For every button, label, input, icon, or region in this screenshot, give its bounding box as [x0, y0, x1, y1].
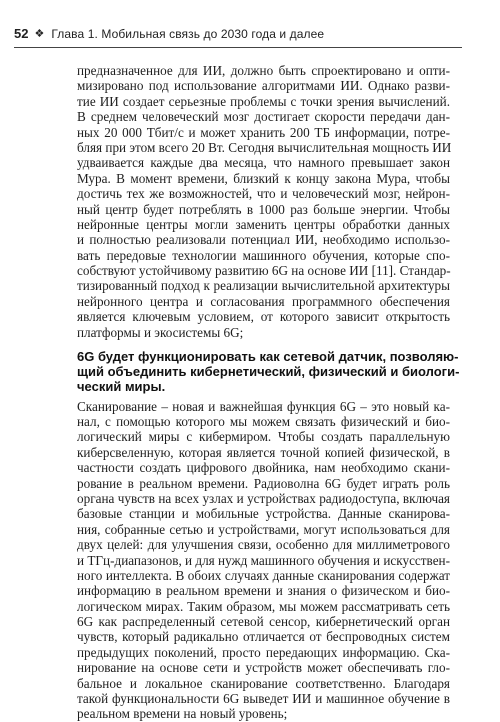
text-line: вать передовые технологии машинного обучения, которые спо- — [77, 247, 450, 263]
text-line: В среднем человеческий мозг достигает скорости передачи дан- — [77, 109, 450, 125]
text-line: базовые станции и мобильные устройства. Данные сканирова- — [77, 506, 450, 522]
text-line: такой функциональности 6G выведет ИИ и машинное обучение в — [77, 691, 450, 707]
text-line: ного интеллекта. В обоих случаях данные сканирования содержат — [77, 567, 450, 583]
text-line: предназначенное для ИИ, должно быть спроектировано и опти- — [77, 63, 450, 78]
text-line: тие ИИ создает серьезные проблемы с точки зрения вычислений. — [77, 93, 450, 109]
text-line: ных 20 000 Тбит/с и может хранить 200 ТБ информации, потре- — [77, 124, 450, 140]
text-line: логический миры с кибермиром. Чтобы создать параллельную — [77, 429, 450, 445]
text-line: предыдущих поколений, просто передающих информацию. Ска- — [77, 644, 450, 660]
page-body — [77, 63, 460, 722]
text-line: ный центр будет потреблять в 1000 раз больше энергии. Чтобы — [77, 201, 450, 217]
paragraph-ai-computing — [77, 63, 450, 340]
text-line: органа чувств на всех узлах и устройствах радиодоступа, включая — [77, 490, 450, 506]
text-line: логическом мирах. Таким образом, мы можем рассматривать сеть — [77, 598, 450, 614]
text-line: киберсвеленную, которая является точной копией физической, в — [77, 444, 450, 460]
heading-line: ческий миры. — [77, 379, 166, 395]
paragraph-sensing — [77, 399, 450, 722]
text-line: рование в реальном времени. Радиоволна 6G будет играть роль — [77, 475, 450, 491]
text-line: нал, с помощью которого мы можем связать физический и био- — [77, 413, 450, 429]
text-line: является ключевым условием, от которого зависит открытость — [77, 309, 450, 325]
ornament-icon: ❖ — [34, 28, 45, 40]
text-line: ния, собранные сетью и устройствами, могут использоваться для — [77, 521, 450, 537]
text-line: Сканирование – новая и важнейшая функция 6G – это новый ка- — [77, 398, 450, 414]
text-line: нейронные центры могли заменить центры обработки данных — [77, 216, 450, 232]
heading-line: щий объединить кибернетический, физический и биологи- — [77, 364, 460, 380]
text-line: собствуют устойчивому развитию 6G на основе ИИ [11]. Стандар- — [77, 263, 451, 279]
text-line: удваивается каждые два месяца, что намного превышает закон — [77, 155, 450, 171]
text-line: чувств, который радикально отличается от беспроводных систем — [77, 629, 450, 645]
page-number: 52 — [14, 26, 29, 41]
text-line: достичь тех же возможностей, что и человеческий мозг, нейрон- — [77, 186, 450, 202]
running-title: Глава 1. Мобильная связь до 2030 года и далее — [51, 27, 325, 41]
section-heading — [77, 349, 460, 395]
text-line: реальном времени на новый уровень; — [77, 706, 288, 722]
text-line: бляя при этом всего 20 Вт. Сегодня вычислительная мощность ИИ — [77, 139, 452, 155]
text-line: мизировано под использование алгоритмами ИИ. Однако разви- — [77, 78, 450, 94]
text-line: нирование на основе сети и устройств может обеспечивать гло- — [77, 660, 450, 676]
text-line: тизированный подход к реализации вычислительной архитектуры — [77, 278, 450, 294]
text-line: платформы и экосистемы 6G; — [77, 324, 244, 340]
text-line: частности создать цифрового двойника, нам необходимо скани- — [77, 460, 450, 476]
text-line: Мура. В момент времени, близкий к концу закона Мура, чтобы — [77, 170, 450, 186]
text-line: двух целей: для улучшения связи, особенно для миллиметрового — [77, 537, 450, 553]
text-line: и ТГц-диапазонов, и для нужд машинного обучения и искусствен- — [77, 552, 450, 568]
text-line: нейронного центра и согласования программного обеспечения — [77, 293, 450, 309]
page-header — [14, 27, 462, 49]
text-line: информацию в реальном времени и знания о физическом и био- — [77, 583, 450, 599]
heading-line: 6G будет функционировать как сетевой датчик, позволяю- — [77, 349, 459, 365]
text-line: 6G как распределенный сетевой сенсор, кибернетический орган — [77, 614, 450, 630]
text-line: и полностью реализовали потенциал ИИ, необходимо использо- — [77, 232, 450, 248]
text-line: бальное и локальное сканирование соответственно. Благодаря — [77, 675, 450, 691]
header-rule — [14, 47, 462, 48]
